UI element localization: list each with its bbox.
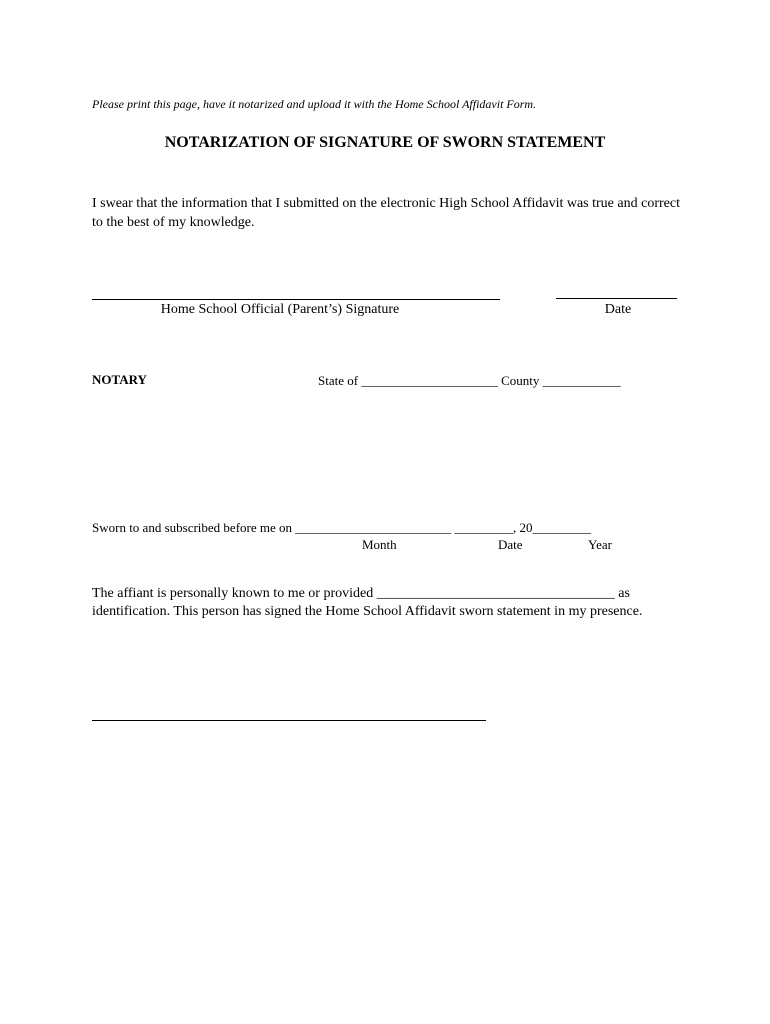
state-county-line: State of _____________________ County ____________ — [318, 373, 621, 388]
signature-line — [92, 299, 500, 300]
notary-signature-line — [92, 720, 486, 721]
signature-caption: Home School Official (Parent’s) Signature — [160, 302, 400, 317]
sworn-subscribed-line: Sworn to and subscribed before me on ________________________ _________, 20_________ — [92, 520, 592, 535]
affiant-identification-text: The affiant is personally known to me or provided __________________________________ as identification. This person has signed the Home School Affidavit sworn statement in my presence. — [92, 586, 643, 619]
day-caption: Date — [498, 537, 523, 552]
month-caption: Month — [362, 537, 397, 552]
sworn-statement-text: I swear that the information that I submitted on the electronic High School Affidavit was true and correct to the best of my knowledge. — [92, 196, 680, 230]
date-line — [556, 298, 677, 299]
notary-label: NOTARY — [92, 372, 147, 387]
date-caption: Date — [604, 302, 632, 317]
year-caption: Year — [588, 537, 612, 552]
document-title: NOTARIZATION OF SIGNATURE OF SWORN STATEMENT — [164, 134, 606, 151]
print-instruction: Please print this page, have it notarized and upload it with the Home School Affidavit Form. — [92, 97, 537, 111]
